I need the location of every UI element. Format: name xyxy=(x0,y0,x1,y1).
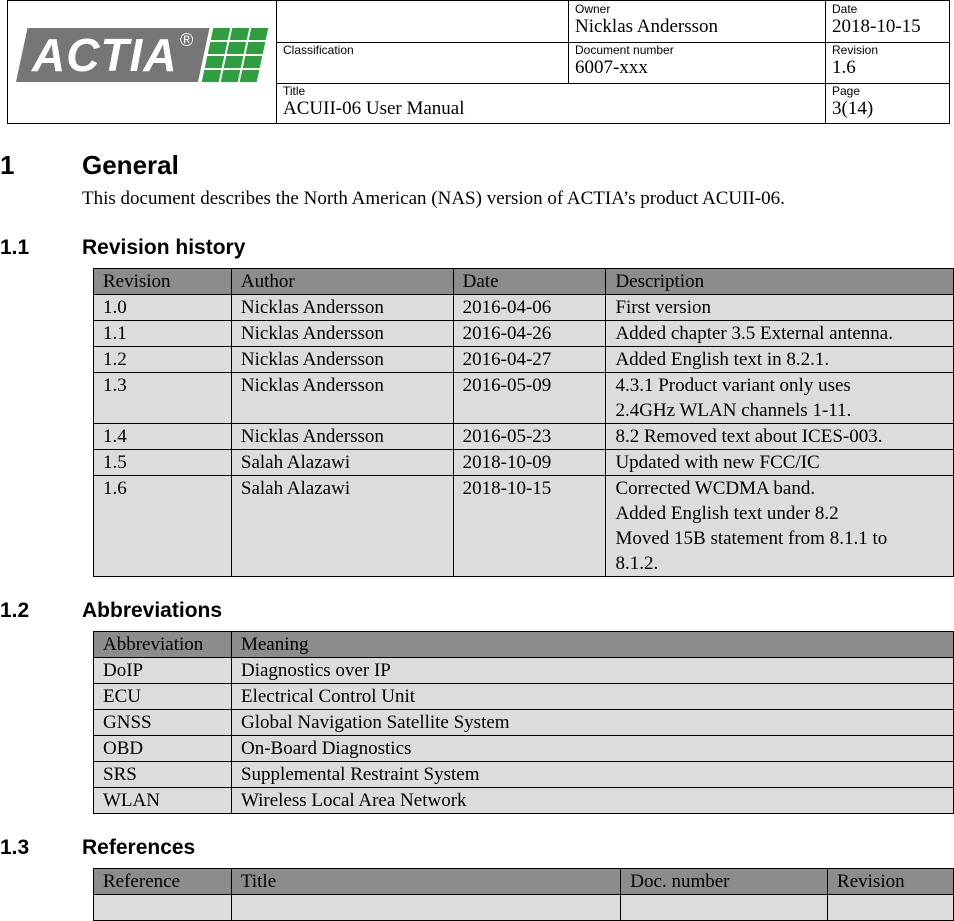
revision-cell: 1.1 xyxy=(94,321,232,347)
meaning-cell: Wireless Local Area Network xyxy=(231,788,953,814)
section-number: 1.1 xyxy=(0,236,30,259)
revision-cell xyxy=(828,895,954,921)
column-header: Description xyxy=(606,269,954,295)
reference-cell xyxy=(94,895,232,921)
author-cell: Nicklas Andersson xyxy=(231,373,453,424)
author-cell: Salah Alazawi xyxy=(231,476,453,577)
document-header xyxy=(7,0,950,124)
table-row xyxy=(94,788,954,814)
revision-cell: 1.6 xyxy=(94,476,232,577)
page-label: Page xyxy=(832,84,861,98)
section-number: 1.2 xyxy=(0,599,30,622)
abbreviations-table xyxy=(93,631,954,814)
owner-cell xyxy=(568,1,825,42)
section-heading-references xyxy=(0,836,600,862)
meaning-cell: Electrical Control Unit xyxy=(231,684,953,710)
author-cell: Nicklas Andersson xyxy=(231,347,453,373)
description-line: 4.3.1 Product variant only uses xyxy=(615,375,851,396)
page-cell xyxy=(825,83,949,123)
section-title: General xyxy=(82,150,179,180)
revision-cell: 1.3 xyxy=(94,373,232,424)
author-cell: Nicklas Andersson xyxy=(231,321,453,347)
revision-value: 1.6 xyxy=(832,57,856,78)
owner-label: Owner xyxy=(575,2,611,16)
description-cell xyxy=(606,476,954,577)
description-cell: First version xyxy=(606,295,954,321)
revision-cell xyxy=(825,42,949,83)
date-cell xyxy=(825,1,949,42)
title-label: Title xyxy=(283,84,306,98)
column-header: Doc. number xyxy=(621,869,828,895)
classification-label: Classification xyxy=(283,43,354,57)
logo-registered-mark: ® xyxy=(180,30,194,50)
column-header: Meaning xyxy=(231,632,953,658)
table-row xyxy=(94,373,954,424)
description-cell: 8.2 Removed text about ICES-003. xyxy=(606,424,954,450)
description-cell: Updated with new FCC/IC xyxy=(606,450,954,476)
column-header: Abbreviation xyxy=(94,632,232,658)
author-cell: Nicklas Andersson xyxy=(231,295,453,321)
table-row xyxy=(94,450,954,476)
owner-value: Nicklas Andersson xyxy=(575,16,719,37)
revision-cell: 1.5 xyxy=(94,450,232,476)
actia-logo xyxy=(16,26,266,84)
description-cell: Added chapter 3.5 External antenna. xyxy=(606,321,954,347)
abbreviation-cell: WLAN xyxy=(94,788,232,814)
description-cell: Added English text in 8.2.1. xyxy=(606,347,954,373)
docnum-cell xyxy=(621,895,828,921)
table-row xyxy=(94,347,954,373)
revision-cell: 1.0 xyxy=(94,295,232,321)
abbreviation-cell: SRS xyxy=(94,762,232,788)
description-line: Moved 15B statement from 8.1.1 to xyxy=(615,528,888,549)
column-header: Revision xyxy=(94,269,232,295)
date-cell: 2018-10-15 xyxy=(453,476,606,577)
date-cell: 2016-04-06 xyxy=(453,295,606,321)
section-title: Revision history xyxy=(82,236,246,259)
revision-cell: 1.2 xyxy=(94,347,232,373)
revision-history-table xyxy=(93,268,954,577)
table-row xyxy=(94,658,954,684)
docnum-value: 6007-xxx xyxy=(575,57,648,78)
column-header: Reference xyxy=(94,869,232,895)
column-header: Title xyxy=(231,869,620,895)
page-value: 3(14) xyxy=(832,98,874,119)
column-header: Author xyxy=(231,269,453,295)
table-header-row xyxy=(94,869,954,895)
table-row xyxy=(94,710,954,736)
section-number: 1 xyxy=(0,150,15,180)
logo-cell xyxy=(8,1,277,123)
section-number: 1.3 xyxy=(0,836,30,859)
logo-grid-icon xyxy=(206,28,266,82)
date-label: Date xyxy=(832,2,858,16)
description-cell xyxy=(606,373,954,424)
intro-paragraph: This document describes the North American (NAS) version of ACTIA’s product ACUII-06. xyxy=(82,188,785,209)
table-row xyxy=(94,476,954,577)
date-cell: 2016-05-09 xyxy=(453,373,606,424)
date-cell: 2016-04-26 xyxy=(453,321,606,347)
docnum-label: Document number xyxy=(575,43,674,57)
revision-label: Revision xyxy=(832,43,879,57)
table-row xyxy=(94,684,954,710)
description-line: 2.4GHz WLAN channels 1-11. xyxy=(615,400,852,421)
table-row xyxy=(94,321,954,347)
abbreviation-cell: DoIP xyxy=(94,658,232,684)
meaning-cell: Supplemental Restraint System xyxy=(231,762,953,788)
abbreviation-cell: ECU xyxy=(94,684,232,710)
author-cell: Nicklas Andersson xyxy=(231,424,453,450)
table-row xyxy=(94,762,954,788)
author-cell: Salah Alazawi xyxy=(231,450,453,476)
table-header-row xyxy=(94,269,954,295)
meaning-cell: Global Navigation Satellite System xyxy=(231,710,953,736)
title-cell xyxy=(231,895,620,921)
description-line: Added English text under 8.2 xyxy=(615,503,839,524)
date-cell: 2018-10-09 xyxy=(453,450,606,476)
section-heading-revision-history xyxy=(0,236,600,262)
date-cell: 2016-04-27 xyxy=(453,347,606,373)
meaning-cell: On-Board Diagnostics xyxy=(231,736,953,762)
column-header: Revision xyxy=(828,869,954,895)
abbreviation-cell: GNSS xyxy=(94,710,232,736)
table-row xyxy=(94,736,954,762)
description-line: Corrected WCDMA band. xyxy=(615,478,816,499)
title-value: ACUII-06 User Manual xyxy=(283,98,465,119)
classification-cell xyxy=(276,42,568,83)
logo-wordmark: ACTIA xyxy=(32,29,178,81)
table-row xyxy=(94,895,954,921)
docnum-cell xyxy=(568,42,825,83)
table-header-row xyxy=(94,632,954,658)
date-value: 2018-10-15 xyxy=(832,16,921,37)
date-cell: 2016-05-23 xyxy=(453,424,606,450)
abbreviation-cell: OBD xyxy=(94,736,232,762)
column-header: Date xyxy=(453,269,606,295)
title-cell xyxy=(276,83,825,123)
description-line: 8.1.2. xyxy=(615,553,659,574)
meaning-cell: Diagnostics over IP xyxy=(231,658,953,684)
revision-cell: 1.4 xyxy=(94,424,232,450)
references-table xyxy=(93,868,954,921)
section-title: Abbreviations xyxy=(82,599,223,622)
table-row xyxy=(94,424,954,450)
section-title: References xyxy=(82,836,196,859)
table-row xyxy=(94,295,954,321)
section-heading-abbreviations xyxy=(0,599,600,625)
